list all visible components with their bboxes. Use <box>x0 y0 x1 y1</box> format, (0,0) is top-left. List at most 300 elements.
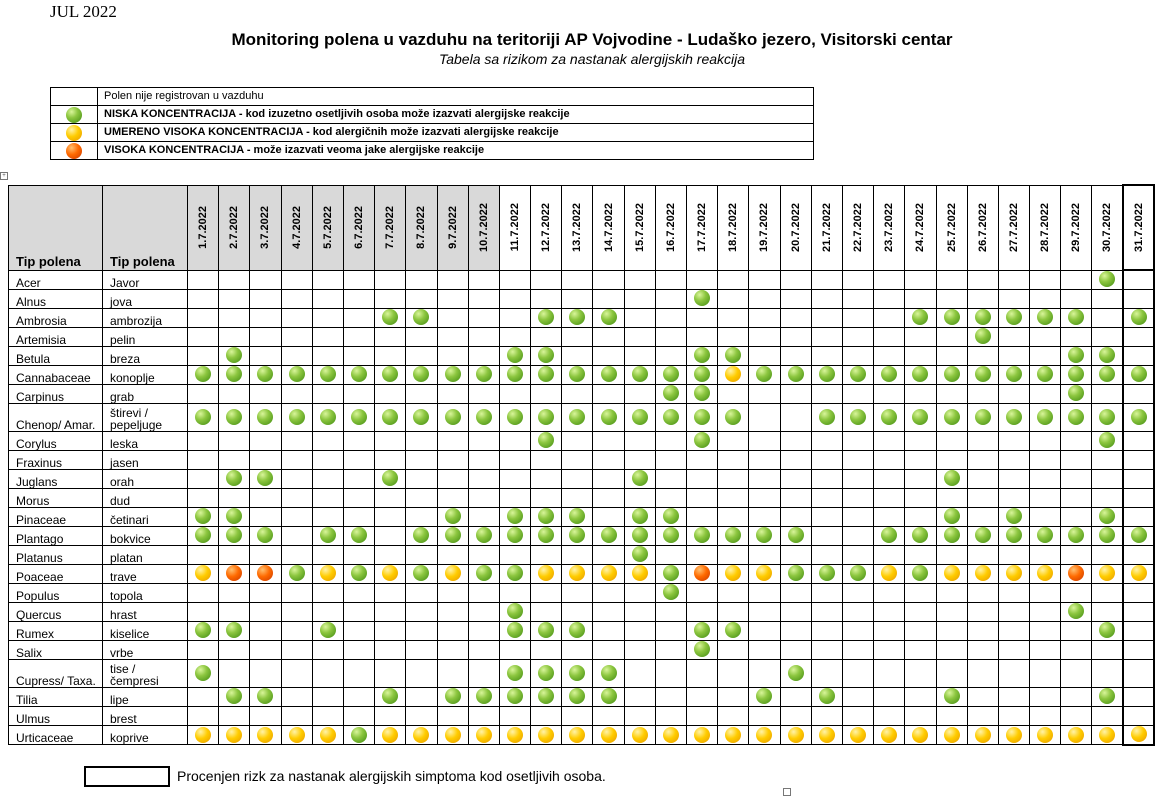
risk-cell <box>1061 431 1092 450</box>
risk-cell <box>1030 308 1061 327</box>
risk-cell <box>905 403 936 431</box>
risk-cell <box>250 270 281 289</box>
table-row <box>9 469 1155 488</box>
risk-cell <box>749 450 780 469</box>
pollen-latin-name: Pinaceae <box>9 507 103 526</box>
risk-cell <box>562 308 593 327</box>
risk-cell <box>842 706 873 725</box>
risk-cell <box>811 583 842 602</box>
low-risk-dot-icon <box>382 688 398 704</box>
low-risk-dot-icon <box>507 409 523 425</box>
risk-cell <box>624 308 655 327</box>
risk-cell <box>655 526 686 545</box>
risk-cell <box>624 564 655 583</box>
risk-cell <box>718 431 749 450</box>
risk-cell <box>406 725 437 745</box>
low-risk-dot-icon <box>1131 366 1147 382</box>
pollen-local-name: dud <box>103 488 188 507</box>
risk-cell <box>624 270 655 289</box>
pollen-latin-name: Poaceae <box>9 564 103 583</box>
risk-cell <box>1123 583 1154 602</box>
risk-cell <box>406 583 437 602</box>
low-risk-dot-icon <box>819 409 835 425</box>
risk-cell <box>1092 526 1123 545</box>
risk-cell <box>250 289 281 308</box>
pollen-latin-name: Betula <box>9 346 103 365</box>
risk-cell <box>188 583 219 602</box>
risk-cell <box>811 488 842 507</box>
low-risk-dot-icon <box>507 565 523 581</box>
risk-cell <box>749 365 780 384</box>
risk-cell <box>343 545 374 564</box>
date-header: 18.7.2022 <box>718 185 749 270</box>
risk-cell <box>811 403 842 431</box>
risk-cell <box>531 526 562 545</box>
risk-cell <box>468 384 499 403</box>
risk-cell <box>967 621 998 640</box>
risk-cell <box>718 346 749 365</box>
low-risk-dot-icon <box>507 366 523 382</box>
low-risk-dot-icon <box>632 366 648 382</box>
risk-cell <box>780 602 811 621</box>
low-risk-dot-icon <box>694 290 710 306</box>
risk-cell <box>499 640 530 659</box>
risk-cell <box>967 687 998 706</box>
moderate-risk-dot-icon <box>289 727 305 743</box>
risk-cell <box>780 725 811 745</box>
risk-cell <box>499 270 530 289</box>
risk-cell <box>874 289 905 308</box>
risk-cell <box>655 270 686 289</box>
risk-cell <box>998 270 1029 289</box>
low-risk-dot-icon <box>257 409 273 425</box>
moderate-risk-dot-icon <box>1006 565 1022 581</box>
risk-cell <box>499 602 530 621</box>
low-risk-dot-icon <box>569 508 585 524</box>
table-anchor-icon[interactable]: + <box>0 172 8 180</box>
risk-cell <box>531 431 562 450</box>
risk-cell <box>687 308 718 327</box>
risk-cell <box>375 706 406 725</box>
risk-cell <box>936 327 967 346</box>
risk-cell <box>1030 488 1061 507</box>
risk-cell <box>687 621 718 640</box>
low-risk-dot-icon <box>944 508 960 524</box>
risk-cell <box>780 346 811 365</box>
footer-legend-box <box>84 766 170 787</box>
risk-cell <box>562 659 593 687</box>
low-risk-dot-icon <box>663 385 679 401</box>
low-risk-dot-icon <box>944 470 960 486</box>
risk-cell <box>499 564 530 583</box>
date-header: 25.7.2022 <box>936 185 967 270</box>
risk-cell <box>842 564 873 583</box>
risk-cell <box>1030 450 1061 469</box>
risk-cell <box>936 365 967 384</box>
risk-cell <box>468 621 499 640</box>
risk-cell <box>219 602 250 621</box>
low-risk-dot-icon <box>632 508 648 524</box>
low-risk-dot-icon <box>601 665 617 681</box>
risk-cell <box>343 564 374 583</box>
risk-cell <box>842 365 873 384</box>
risk-cell <box>655 469 686 488</box>
low-risk-dot-icon <box>195 508 211 524</box>
risk-cell <box>905 602 936 621</box>
risk-cell <box>905 706 936 725</box>
risk-cell <box>562 403 593 431</box>
low-risk-dot-icon <box>975 527 991 543</box>
risk-cell <box>468 545 499 564</box>
risk-cell <box>1123 289 1154 308</box>
legend-text: NISKA KONCENTRACIJA - kod izuzetno osetljivih osoba može izazvati alergijske reakcije <box>98 106 814 124</box>
risk-cell <box>936 270 967 289</box>
risk-cell <box>343 640 374 659</box>
low-risk-dot-icon <box>507 622 523 638</box>
risk-cell <box>936 403 967 431</box>
risk-cell <box>281 725 312 745</box>
risk-cell <box>593 526 624 545</box>
pollen-latin-name: Juglans <box>9 469 103 488</box>
risk-cell <box>468 431 499 450</box>
risk-cell <box>936 640 967 659</box>
risk-cell <box>281 526 312 545</box>
risk-cell <box>1030 270 1061 289</box>
risk-cell <box>1123 450 1154 469</box>
risk-cell <box>375 725 406 745</box>
low-risk-dot-icon <box>445 688 461 704</box>
risk-cell <box>562 346 593 365</box>
low-risk-dot-icon <box>445 409 461 425</box>
risk-cell <box>281 289 312 308</box>
risk-cell <box>281 706 312 725</box>
risk-cell <box>967 640 998 659</box>
date-header: 22.7.2022 <box>842 185 873 270</box>
moderate-risk-dot-icon <box>195 565 211 581</box>
low-risk-dot-icon <box>850 565 866 581</box>
risk-cell <box>687 564 718 583</box>
risk-cell <box>998 583 1029 602</box>
risk-cell <box>375 602 406 621</box>
risk-cell <box>1061 640 1092 659</box>
risk-cell <box>1061 583 1092 602</box>
moderate-risk-dot-icon <box>601 727 617 743</box>
risk-cell <box>687 706 718 725</box>
low-risk-dot-icon <box>195 527 211 543</box>
risk-cell <box>375 583 406 602</box>
risk-cell <box>499 450 530 469</box>
risk-cell <box>1092 327 1123 346</box>
risk-cell <box>499 327 530 346</box>
risk-cell <box>219 526 250 545</box>
low-risk-dot-icon <box>663 527 679 543</box>
risk-cell <box>749 403 780 431</box>
risk-cell <box>499 289 530 308</box>
table-row <box>9 621 1155 640</box>
table-row <box>9 365 1155 384</box>
risk-cell <box>437 602 468 621</box>
pollen-latin-name: Fraxinus <box>9 450 103 469</box>
risk-cell <box>531 583 562 602</box>
risk-cell <box>874 526 905 545</box>
risk-cell <box>1123 545 1154 564</box>
risk-cell <box>437 488 468 507</box>
risk-cell <box>406 469 437 488</box>
low-risk-dot-icon <box>195 622 211 638</box>
risk-cell <box>687 507 718 526</box>
risk-cell <box>281 640 312 659</box>
low-risk-dot-icon <box>226 688 242 704</box>
table-row <box>9 725 1155 745</box>
risk-cell <box>624 384 655 403</box>
risk-cell <box>905 469 936 488</box>
risk-cell <box>499 346 530 365</box>
low-risk-dot-icon <box>569 622 585 638</box>
moderate-risk-dot-icon <box>912 727 928 743</box>
risk-cell <box>687 403 718 431</box>
risk-cell <box>593 640 624 659</box>
risk-cell <box>998 450 1029 469</box>
risk-cell <box>188 365 219 384</box>
risk-cell <box>687 659 718 687</box>
low-risk-dot-icon <box>1006 527 1022 543</box>
risk-cell <box>874 706 905 725</box>
low-risk-dot-icon <box>912 366 928 382</box>
risk-cell <box>375 365 406 384</box>
risk-cell <box>406 564 437 583</box>
risk-cell <box>1092 564 1123 583</box>
low-risk-dot-icon <box>694 366 710 382</box>
risk-cell <box>437 327 468 346</box>
risk-cell <box>531 308 562 327</box>
pollen-local-name: ambrozija <box>103 308 188 327</box>
risk-cell <box>780 507 811 526</box>
risk-cell <box>718 488 749 507</box>
risk-cell <box>749 469 780 488</box>
pollen-latin-name: Artemisia <box>9 327 103 346</box>
risk-cell <box>343 488 374 507</box>
risk-cell <box>749 431 780 450</box>
risk-cell <box>593 659 624 687</box>
risk-cell <box>1030 621 1061 640</box>
risk-cell <box>499 507 530 526</box>
low-risk-dot-icon <box>788 665 804 681</box>
low-risk-dot-icon <box>1006 409 1022 425</box>
moderate-risk-dot-icon <box>1037 727 1053 743</box>
risk-cell <box>562 725 593 745</box>
pollen-latin-name: Rumex <box>9 621 103 640</box>
risk-cell <box>219 469 250 488</box>
risk-cell <box>624 602 655 621</box>
risk-cell <box>1030 431 1061 450</box>
low-risk-dot-icon <box>226 527 242 543</box>
risk-cell <box>250 365 281 384</box>
risk-cell <box>811 450 842 469</box>
risk-cell <box>531 289 562 308</box>
risk-cell <box>624 431 655 450</box>
low-risk-dot-icon <box>1037 366 1053 382</box>
risk-cell <box>312 469 343 488</box>
risk-cell <box>281 583 312 602</box>
low-risk-dot-icon <box>694 641 710 657</box>
risk-cell <box>562 706 593 725</box>
risk-cell <box>874 346 905 365</box>
risk-cell <box>468 687 499 706</box>
risk-cell <box>499 706 530 725</box>
risk-cell <box>406 507 437 526</box>
risk-cell <box>1092 384 1123 403</box>
pollen-local-name: štirevi / pepeljuge <box>103 403 188 431</box>
risk-cell <box>375 659 406 687</box>
low-risk-dot-icon <box>912 527 928 543</box>
date-header: 17.7.2022 <box>687 185 718 270</box>
pollen-latin-name: Ulmus <box>9 706 103 725</box>
risk-cell <box>655 431 686 450</box>
legend-table <box>50 87 814 160</box>
risk-cell <box>967 507 998 526</box>
risk-cell <box>1123 488 1154 507</box>
risk-cell <box>531 621 562 640</box>
risk-cell <box>905 640 936 659</box>
risk-cell <box>780 289 811 308</box>
risk-cell <box>406 545 437 564</box>
pollen-latin-name: Ambrosia <box>9 308 103 327</box>
table-row <box>9 687 1155 706</box>
risk-cell <box>749 526 780 545</box>
risk-cell <box>406 308 437 327</box>
low-risk-dot-icon <box>413 565 429 581</box>
date-header: 27.7.2022 <box>998 185 1029 270</box>
risk-cell <box>531 545 562 564</box>
risk-cell <box>936 450 967 469</box>
risk-cell <box>562 270 593 289</box>
date-header: 26.7.2022 <box>967 185 998 270</box>
risk-cell <box>281 621 312 640</box>
date-header: 15.7.2022 <box>624 185 655 270</box>
risk-cell <box>406 403 437 431</box>
risk-cell <box>562 469 593 488</box>
risk-cell <box>874 687 905 706</box>
pollen-latin-name: Urticaceae <box>9 725 103 745</box>
risk-cell <box>998 488 1029 507</box>
low-risk-dot-icon <box>413 409 429 425</box>
low-risk-dot-icon <box>944 366 960 382</box>
moderate-risk-dot-icon <box>694 727 710 743</box>
risk-cell <box>998 308 1029 327</box>
risk-cell <box>905 431 936 450</box>
risk-cell <box>967 346 998 365</box>
risk-cell <box>375 545 406 564</box>
risk-cell <box>718 640 749 659</box>
risk-cell <box>437 384 468 403</box>
pollen-latin-name: Alnus <box>9 289 103 308</box>
risk-cell <box>936 706 967 725</box>
risk-cell <box>375 621 406 640</box>
risk-cell <box>967 450 998 469</box>
risk-cell <box>624 526 655 545</box>
risk-cell <box>312 384 343 403</box>
legend-text: Polen nije registrovan u vazduhu <box>98 88 814 106</box>
legend-text: UMERENO VISOKA KONCENTRACIJA - kod alergičnih može izazvati alergijske reakcije <box>98 124 814 142</box>
risk-cell <box>593 725 624 745</box>
moderate-risk-dot-icon <box>257 727 273 743</box>
risk-cell <box>905 384 936 403</box>
risk-cell <box>718 725 749 745</box>
risk-cell <box>687 327 718 346</box>
low-risk-dot-icon <box>1006 508 1022 524</box>
risk-cell <box>749 564 780 583</box>
date-header: 13.7.2022 <box>562 185 593 270</box>
risk-cell <box>842 469 873 488</box>
risk-cell <box>811 564 842 583</box>
risk-cell <box>936 526 967 545</box>
risk-cell <box>250 507 281 526</box>
high-risk-dot-icon <box>257 565 273 581</box>
risk-cell <box>718 526 749 545</box>
risk-cell <box>281 488 312 507</box>
risk-cell <box>593 583 624 602</box>
date-header: 9.7.2022 <box>437 185 468 270</box>
low-risk-dot-icon <box>476 688 492 704</box>
low-risk-dot-icon <box>694 527 710 543</box>
risk-cell <box>188 450 219 469</box>
risk-cell <box>188 327 219 346</box>
risk-cell <box>593 384 624 403</box>
risk-cell <box>406 450 437 469</box>
risk-cell <box>1061 403 1092 431</box>
low-risk-dot-icon <box>507 688 523 704</box>
risk-cell <box>188 308 219 327</box>
risk-cell <box>562 526 593 545</box>
table-row <box>9 431 1155 450</box>
risk-cell <box>1061 507 1092 526</box>
table-row <box>9 450 1155 469</box>
low-risk-dot-icon <box>601 309 617 325</box>
moderate-risk-dot-icon <box>1099 565 1115 581</box>
risk-cell <box>655 725 686 745</box>
risk-cell <box>531 346 562 365</box>
risk-cell <box>842 526 873 545</box>
risk-cell <box>188 289 219 308</box>
risk-cell <box>312 308 343 327</box>
risk-cell <box>593 289 624 308</box>
risk-cell <box>531 725 562 745</box>
risk-cell <box>188 403 219 431</box>
risk-cell <box>624 469 655 488</box>
risk-cell <box>1061 289 1092 308</box>
risk-cell <box>998 640 1029 659</box>
risk-cell <box>219 621 250 640</box>
pollen-latin-name: Populus <box>9 583 103 602</box>
date-header: 21.7.2022 <box>811 185 842 270</box>
risk-cell <box>967 488 998 507</box>
risk-cell <box>749 346 780 365</box>
pollen-local-name: četinari <box>103 507 188 526</box>
risk-cell <box>499 659 530 687</box>
risk-cell <box>811 507 842 526</box>
risk-cell <box>406 488 437 507</box>
risk-cell <box>874 384 905 403</box>
risk-cell <box>437 687 468 706</box>
legend-dot-icon <box>66 143 82 159</box>
risk-cell <box>1030 640 1061 659</box>
risk-cell <box>406 384 437 403</box>
low-risk-dot-icon <box>632 546 648 562</box>
risk-cell <box>1030 384 1061 403</box>
risk-cell <box>687 583 718 602</box>
risk-cell <box>468 469 499 488</box>
risk-cell <box>499 621 530 640</box>
